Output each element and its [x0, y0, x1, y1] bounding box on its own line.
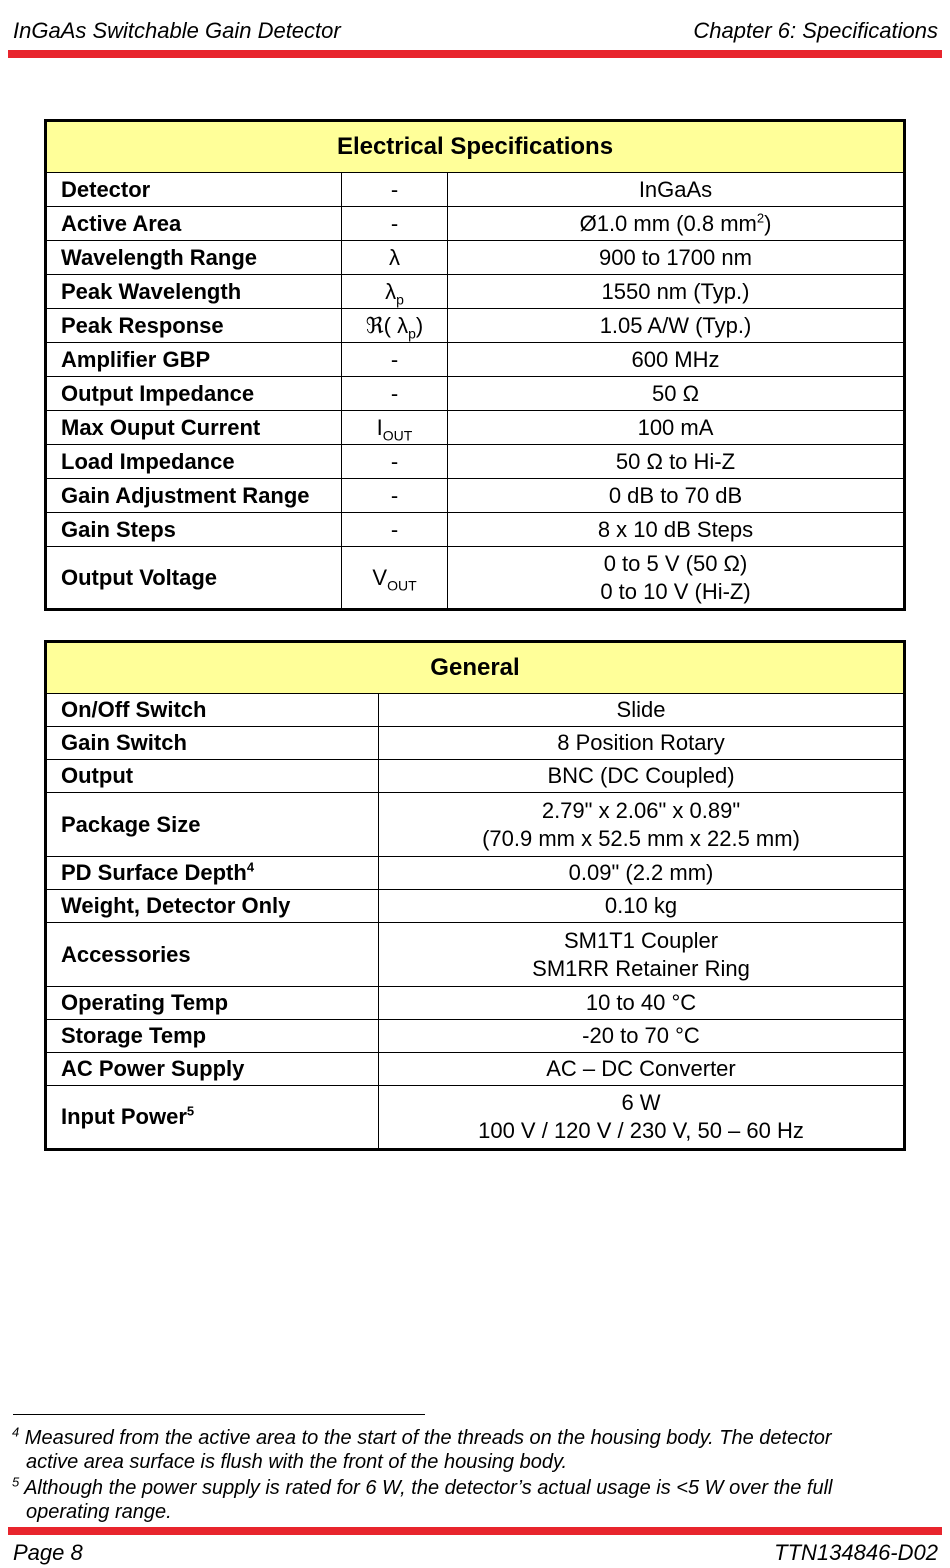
- general-row: [46, 857, 905, 890]
- spec-row: [46, 547, 905, 610]
- symbol-text: λ: [385, 278, 397, 304]
- spec-row: [46, 309, 905, 343]
- general-label: [46, 760, 379, 793]
- general-row: [46, 760, 905, 793]
- spec-symbol: [342, 547, 448, 610]
- general-value: [379, 890, 905, 923]
- label-text: Output: [61, 763, 134, 788]
- value-text: 1.05 A/W (Typ.): [599, 312, 752, 338]
- spec-symbol: [342, 173, 448, 207]
- label-text: AC Power Supply: [61, 1056, 245, 1081]
- spec-label: Max Ouput Current: [46, 411, 342, 445]
- spec-symbol: [342, 479, 448, 513]
- spec-symbol: [342, 207, 448, 241]
- value-text: 0 dB to 70 dB: [608, 482, 743, 508]
- spec-value: [448, 275, 905, 309]
- general-value: [379, 727, 905, 760]
- footnote-5-line2: operating range.: [26, 1501, 172, 1523]
- spec-value: [448, 241, 905, 275]
- general-value: [379, 1086, 905, 1150]
- spec-symbol: [342, 377, 448, 411]
- symbol-text: -: [390, 176, 399, 202]
- general-value: [379, 1053, 905, 1086]
- electrical-specs-title: Electrical Specifications: [46, 121, 905, 173]
- general-row: [46, 1086, 905, 1150]
- symbol-text: I: [376, 414, 383, 440]
- footnote-5-line1: Although the power supply is rated for 6 W, the detector’s actual usage is <5 W over the full: [24, 1477, 833, 1499]
- general-label: [46, 923, 379, 987]
- general-row: [46, 694, 905, 727]
- spec-symbol: [342, 411, 448, 445]
- spec-row: [46, 445, 905, 479]
- spec-symbol: [342, 343, 448, 377]
- general-row: [46, 1020, 905, 1053]
- symbol-text: -: [390, 210, 399, 236]
- value-line: [448, 414, 903, 442]
- spec-row: [46, 479, 905, 513]
- general-label: [46, 694, 379, 727]
- general-label: [46, 727, 379, 760]
- label-text: Package Size: [61, 811, 201, 837]
- footnote-separator: [13, 1414, 425, 1415]
- footnote-ref: 5: [186, 1103, 195, 1119]
- general-label: [46, 1086, 379, 1150]
- spec-symbol: [342, 513, 448, 547]
- general-value: [379, 760, 905, 793]
- general-value: [379, 793, 905, 857]
- value-superscript: 2: [756, 210, 765, 226]
- general-specs-title: General: [46, 642, 905, 694]
- value-line: BNC (DC Coupled): [547, 763, 735, 788]
- value-text: 50 Ω: [651, 380, 700, 406]
- label-text: Weight, Detector Only: [61, 893, 291, 918]
- spec-label: Wavelength Range: [46, 241, 342, 275]
- value-text: InGaAs: [638, 176, 713, 202]
- spec-value: [448, 343, 905, 377]
- spec-row: [46, 377, 905, 411]
- spec-label: Active Area: [46, 207, 342, 241]
- value-line: [448, 278, 903, 306]
- spec-value: [448, 377, 905, 411]
- header-red-rule: [8, 50, 942, 58]
- spec-label: Output Voltage: [46, 547, 342, 610]
- general-label: [46, 857, 379, 890]
- general-row: [46, 727, 905, 760]
- value-text: 600 MHz: [631, 346, 720, 372]
- value-line: [448, 550, 903, 578]
- footnote-5-number: 5: [12, 1474, 20, 1490]
- symbol-subscript: p: [408, 324, 416, 341]
- value-line: 6 W: [621, 1090, 661, 1115]
- value-line-2: SM1RR Retainer Ring: [532, 955, 750, 981]
- value-line: 0.10 kg: [604, 893, 678, 918]
- spec-label: Peak Response: [46, 309, 342, 343]
- spec-row: [46, 343, 905, 377]
- label-text: Accessories: [61, 941, 191, 967]
- symbol-text: -: [390, 516, 399, 542]
- value-text: 100 mA: [637, 414, 714, 440]
- general-label: [46, 1020, 379, 1053]
- label-text: On/Off Switch: [61, 697, 207, 722]
- header-title: InGaAs Switchable Gain Detector: [13, 18, 341, 43]
- value-line: [448, 312, 903, 340]
- value-line: SM1T1 Coupler: [563, 927, 719, 953]
- value-text: 0 to 5 V (50 Ω): [603, 550, 748, 576]
- value-line: 0.09" (2.2 mm): [568, 860, 714, 885]
- value-text: 900 to 1700 nm: [599, 244, 752, 270]
- value-line: [448, 346, 903, 374]
- spec-value: [448, 479, 905, 513]
- value-line: [448, 210, 903, 238]
- general-value: [379, 694, 905, 727]
- symbol-text: -: [390, 380, 399, 406]
- value-text: 1550 nm (Typ.): [601, 278, 750, 304]
- spec-symbol: [342, 241, 448, 275]
- spec-label: Load Impedance: [46, 445, 342, 479]
- symbol-text: -: [390, 346, 399, 372]
- spec-value: [448, 547, 905, 610]
- spec-label: Detector: [46, 173, 342, 207]
- spec-value: [448, 513, 905, 547]
- value-line: AC – DC Converter: [546, 1056, 736, 1081]
- symbol-text: -: [390, 482, 399, 508]
- footnote-4-line2: active area surface is flush with the front of the housing body.: [26, 1451, 568, 1473]
- document-id: TTN134846-D02: [774, 1540, 938, 1565]
- value-line-2: 100 V / 120 V / 230 V, 50 – 60 Hz: [478, 1118, 804, 1143]
- general-label: [46, 793, 379, 857]
- spec-symbol: [342, 309, 448, 343]
- value-text: 50 Ω to Hi-Z: [615, 448, 736, 474]
- spec-label: Peak Wavelength: [46, 275, 342, 309]
- label-text: Gain Switch: [61, 730, 187, 755]
- label-text: Operating Temp: [61, 990, 229, 1015]
- general-row: [46, 987, 905, 1020]
- spec-value: [448, 173, 905, 207]
- general-row: [46, 1053, 905, 1086]
- general-row: [46, 890, 905, 923]
- footnote-ref: 4: [246, 859, 255, 875]
- electrical-specs-table: [44, 119, 906, 611]
- value-line: 8 Position Rotary: [557, 730, 725, 755]
- spec-row: [46, 513, 905, 547]
- symbol-subscript: OUT: [382, 426, 413, 443]
- spec-value: [448, 445, 905, 479]
- general-label: [46, 987, 379, 1020]
- value-line-2: 0 to 10 V (Hi-Z): [600, 578, 751, 604]
- value-line: [448, 516, 903, 544]
- spec-row: [46, 275, 905, 309]
- value-line: [448, 448, 903, 476]
- symbol-text: V: [372, 564, 388, 590]
- value-tail: ): [764, 210, 772, 236]
- general-label: [46, 1053, 379, 1086]
- spec-label: Gain Steps: [46, 513, 342, 547]
- spec-row: [46, 207, 905, 241]
- value-line: [448, 176, 903, 204]
- general-value: [379, 1020, 905, 1053]
- value-line: -20 to 70 °C: [582, 1023, 700, 1048]
- spec-row: [46, 241, 905, 275]
- value-line: 10 to 40 °C: [585, 990, 697, 1015]
- value-line: [448, 380, 903, 408]
- general-value: [379, 923, 905, 987]
- spec-symbol: [342, 445, 448, 479]
- spec-label: Output Impedance: [46, 377, 342, 411]
- spec-value: [448, 411, 905, 445]
- general-row: [46, 793, 905, 857]
- general-value: [379, 987, 905, 1020]
- value-line: [448, 482, 903, 510]
- spec-value: [448, 309, 905, 343]
- footnote-4-line1: Measured from the active area to the start of the threads on the housing body. The detector: [24, 1427, 832, 1449]
- general-value: [379, 857, 905, 890]
- spec-row: [46, 411, 905, 445]
- symbol-subscript: p: [396, 290, 404, 307]
- value-line: [448, 244, 903, 272]
- symbol-tail: ): [415, 312, 424, 338]
- footer-red-rule: [8, 1527, 942, 1535]
- value-line-2: (70.9 mm x 52.5 mm x 22.5 mm): [482, 825, 800, 851]
- symbol-subscript: OUT: [387, 576, 417, 593]
- general-specs-table: [44, 640, 906, 1151]
- general-row: [46, 923, 905, 987]
- spec-symbol: [342, 275, 448, 309]
- spec-label: Amplifier GBP: [46, 343, 342, 377]
- header-chapter: Chapter 6: Specifications: [693, 18, 938, 43]
- footnote-4-number: 4: [12, 1424, 20, 1440]
- symbol-text: λ: [389, 244, 400, 270]
- symbol-text: ℜ( λ: [365, 312, 409, 338]
- spec-label: Gain Adjustment Range: [46, 479, 342, 513]
- footnote-4: [12, 1426, 912, 1474]
- spec-row: [46, 173, 905, 207]
- value-line: Slide: [616, 697, 666, 722]
- general-label: [46, 890, 379, 923]
- footnote-5: [12, 1476, 912, 1524]
- value-text: 8 x 10 dB Steps: [597, 516, 754, 542]
- label-text: Storage Temp: [61, 1023, 207, 1048]
- value-line: 2.79" x 2.06" x 0.89": [541, 797, 741, 823]
- spec-value: [448, 207, 905, 241]
- label-text: PD Surface Depth: [61, 860, 247, 885]
- symbol-text: -: [390, 448, 399, 474]
- page-number: Page 8: [13, 1540, 83, 1565]
- label-text: Input Power: [61, 1104, 187, 1129]
- value-text: Ø1.0 mm (0.8 mm: [579, 210, 757, 236]
